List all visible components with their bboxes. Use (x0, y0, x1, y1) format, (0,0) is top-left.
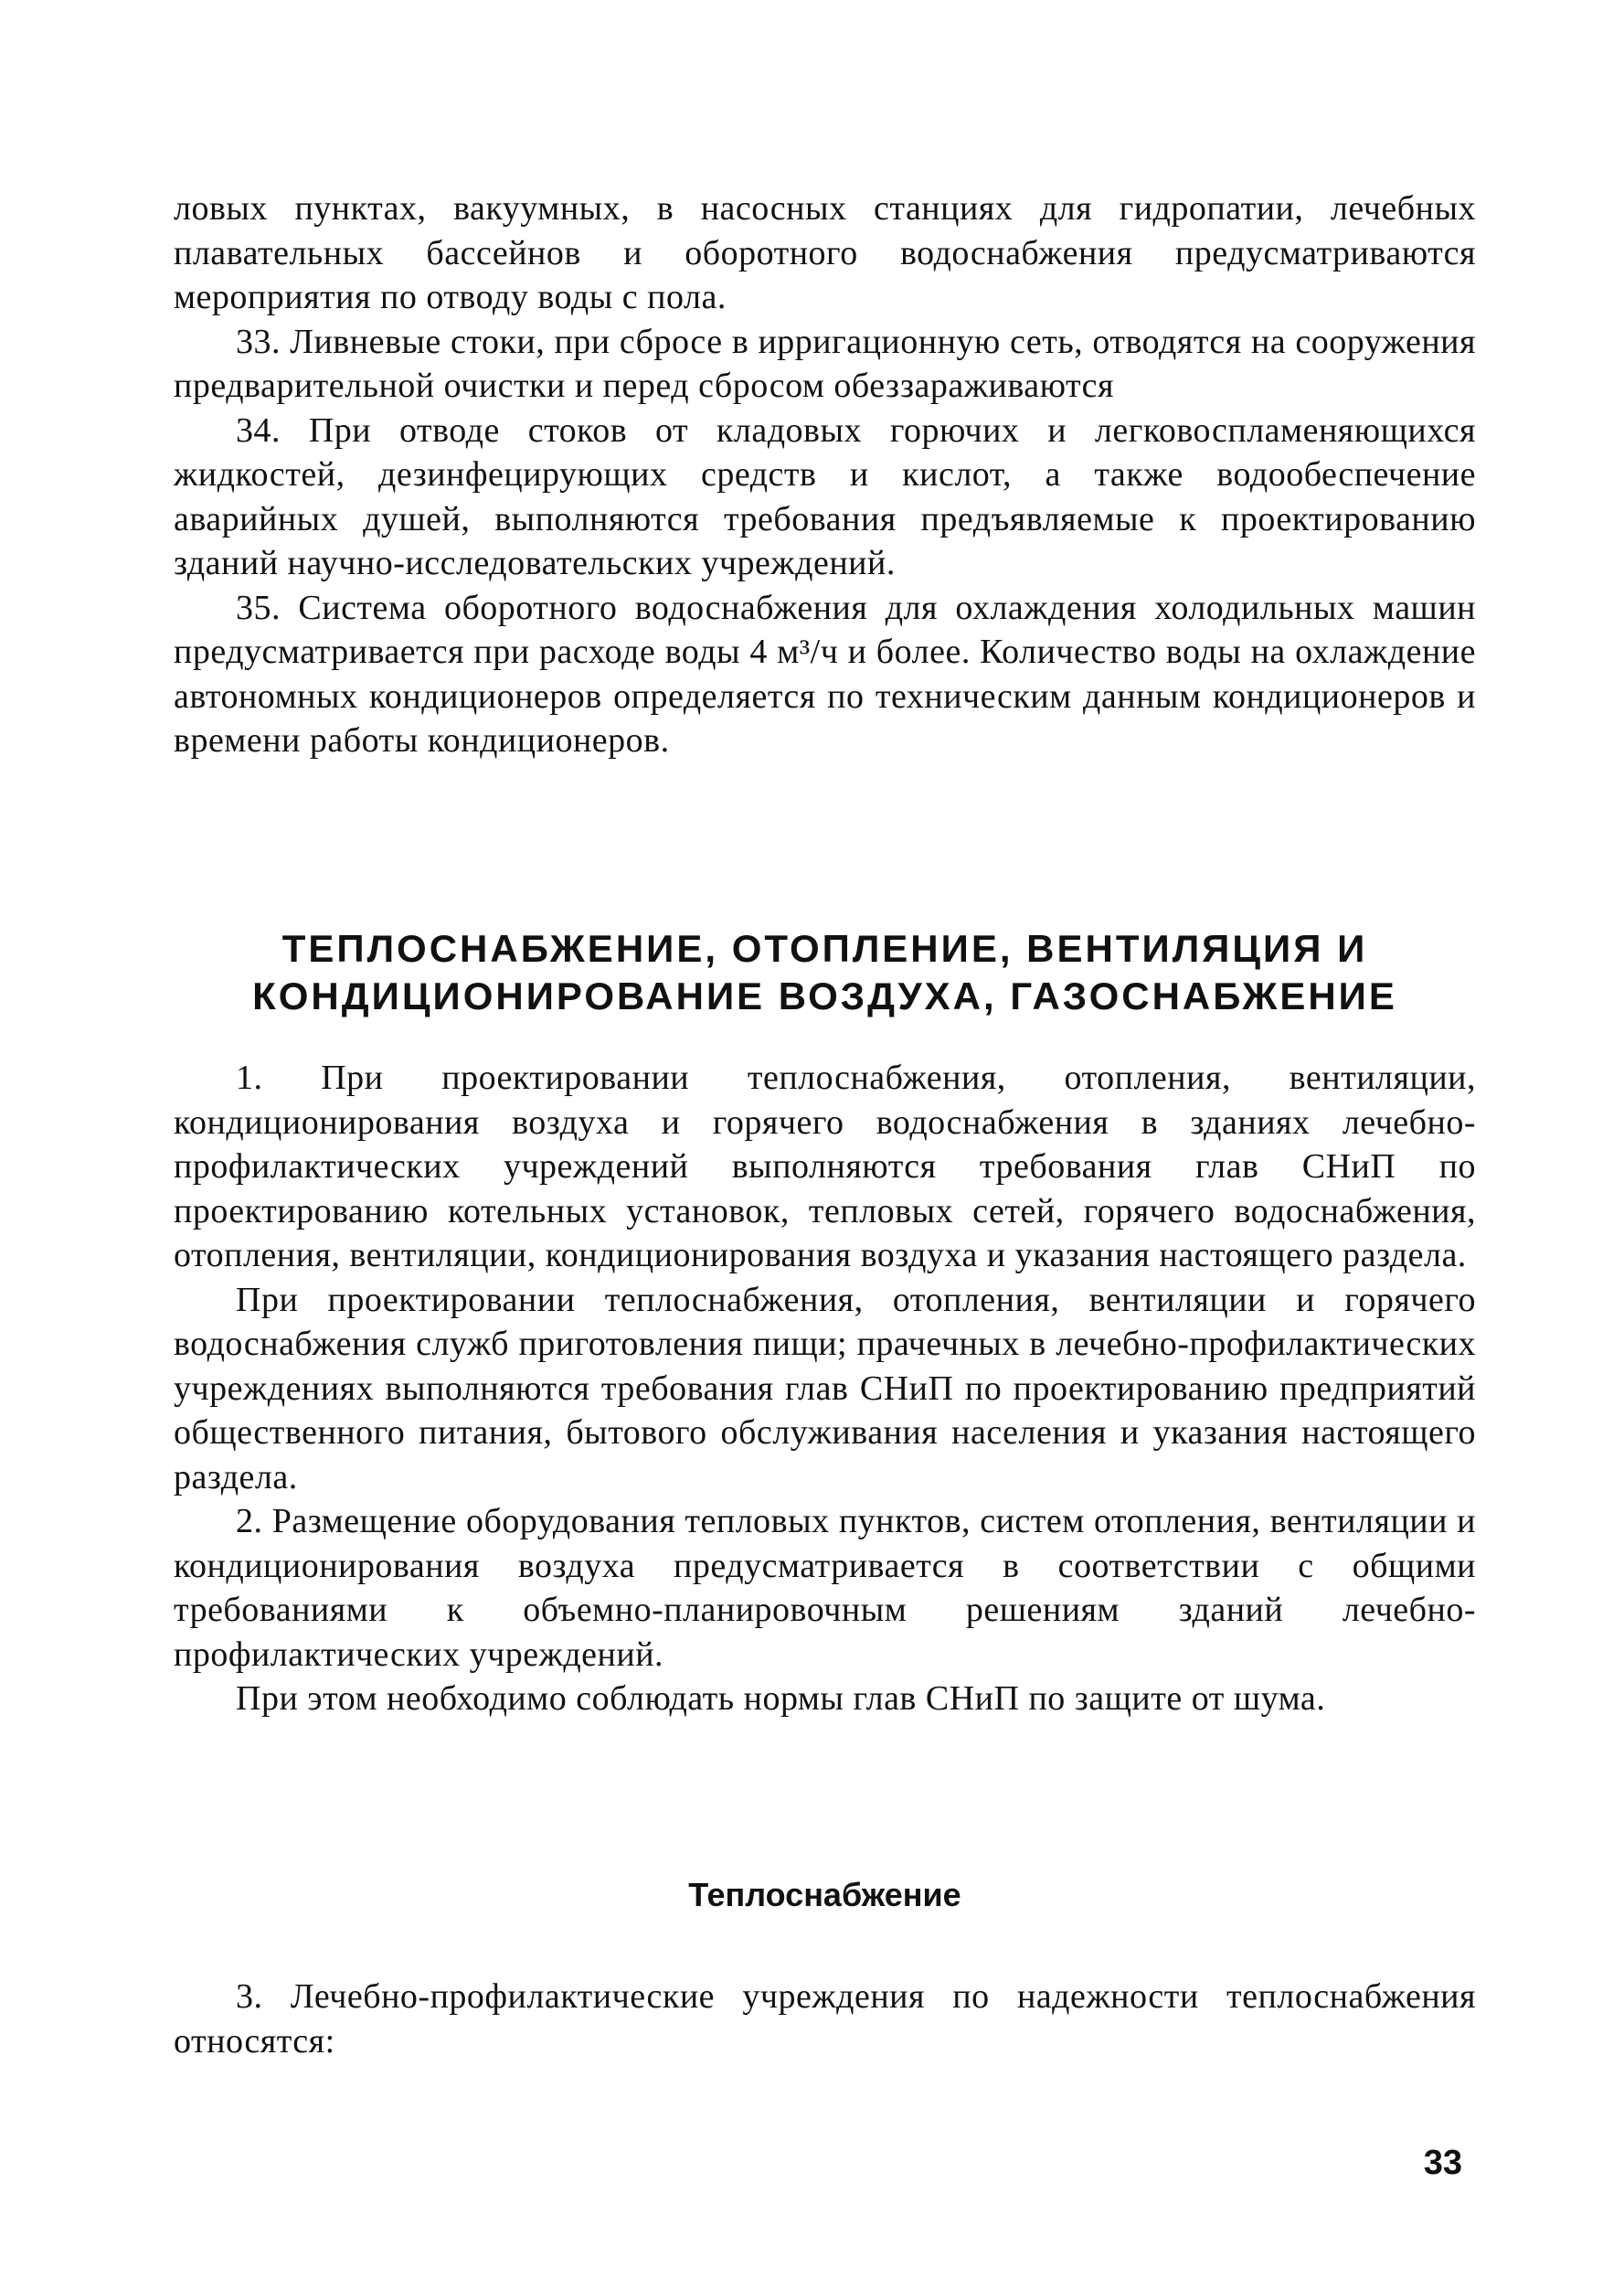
subsection-heading: Теплоснабжение (688, 1876, 961, 1913)
middle-text-block (174, 1056, 1476, 1721)
paragraph-continuation: ловых пунктах, вакуумных, в насосных станциях для гидропатии, лечебных плавательных бассейнов и оборотного водоснабжения предусматриваются мероприятия по отводу воды с пола. (174, 189, 1476, 316)
paragraph-35: 35. Система оборотного водоснабжения для охлаждения холодильных машин предусматривается при расходе воды 4 м³/ч и более. Количество воды на охлаждение автономных кондиционеров определяется по техническим данным кондиционеров и времени работы кондиционеров. (174, 588, 1476, 760)
paragraph-1-continued: При проектировании теплоснабжения, отопления, вентиляции и горячего водоснабжения служб приготовления пищи; прачечных в лечебно-профилактических учреждениях выполняются требования глав СНиП по проектированию предприятий общественного питания, бытового обслуживания населения и указания настоящего раздела. (174, 1280, 1476, 1496)
page-number: 33 (1423, 2144, 1462, 2182)
bottom-text-block (174, 1975, 1476, 2063)
paragraph-3: 3. Лечебно-профилактические учреждения по надежности теплоснабжения относятся: (174, 1977, 1476, 2061)
top-text-block (174, 186, 1476, 763)
section-heading-line-2: КОНДИЦИОНИРОВАНИЕ ВОЗДУХА, ГАЗОСНАБЖЕНИЕ (252, 974, 1397, 1017)
paragraph-2-continued: При этом необходимо соблюдать нормы глав СНиП по защите от шума. (236, 1679, 1326, 1718)
paragraph-34: 34. При отводе стоков от кладовых горючих и легковоспламеняющихся жидкостей, дезинфецирующих средств и кислот, а также водообеспечение аварийных душей, выполняются требования предъявляемые к проектированию зданий научно-исследовательских учреждений. (174, 410, 1476, 582)
section-heading-line-1: ТЕПЛОСНАБЖЕНИЕ, ОТОПЛЕНИЕ, ВЕНТИЛЯЦИЯ И (281, 927, 1368, 970)
paragraph-2: 2. Размещение оборудования тепловых пунктов, систем отопления, вентиляции и кондиционирования воздуха предусматривается в соответствии с общими требованиями к объемно-планировочным решениям зданий лечебно-профилактических учреждений. (174, 1502, 1476, 1674)
section-heading (174, 925, 1476, 1020)
paragraph-1: 1. При проектировании теплоснабжения, отопления, вентиляции, кондиционирования воздуха и горячего водоснабжения в зданиях лечебно-профилактических учреждений выполняются требования глав СНиП по проектированию котельных установок, тепловых сетей, горячего водоснабжения, отопления, вентиляции, кондиционирования воздуха и указания настоящего раздела. (174, 1059, 1476, 1274)
paragraph-33: 33. Ливневые стоки, при сбросе в ирригационную сеть, отводятся на сооружения предварительной очистки и перед сбросом обеззараживаются (174, 322, 1476, 405)
